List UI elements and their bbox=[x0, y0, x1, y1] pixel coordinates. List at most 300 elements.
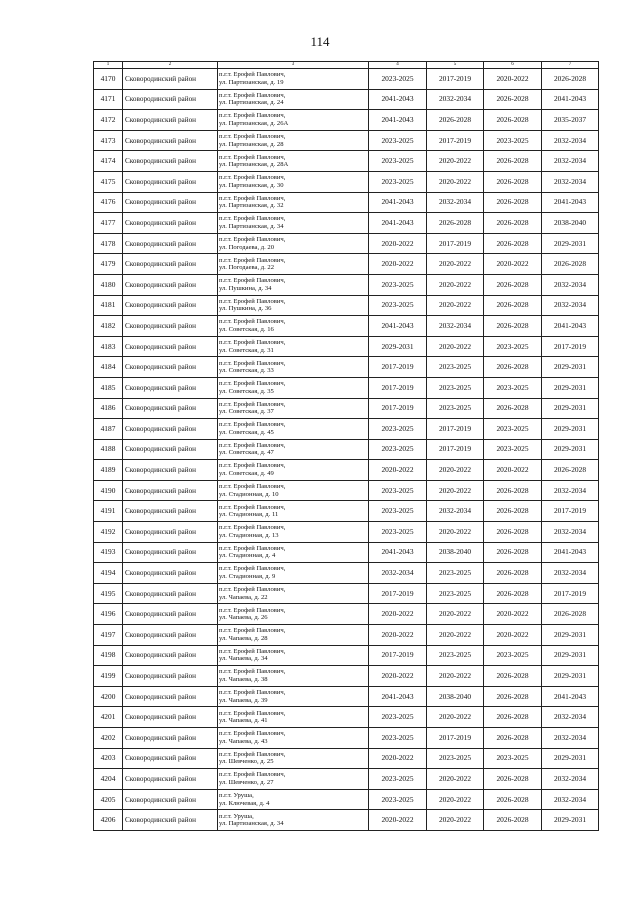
period-cell: 2023-2025 bbox=[369, 151, 427, 172]
table-row bbox=[94, 625, 599, 646]
table-row bbox=[94, 336, 599, 357]
row-number: 4179 bbox=[94, 254, 123, 275]
row-number: 4181 bbox=[94, 295, 123, 316]
period-cell: 2023-2025 bbox=[369, 439, 427, 460]
period-cell: 2020-2022 bbox=[484, 460, 542, 481]
period-cell: 2020-2022 bbox=[427, 522, 484, 543]
period-cell: 2020-2022 bbox=[427, 810, 484, 831]
period-cell: 2041-2043 bbox=[369, 686, 427, 707]
table-row bbox=[94, 542, 599, 563]
row-number: 4199 bbox=[94, 666, 123, 687]
period-cell: 2032-2034 bbox=[427, 501, 484, 522]
row-number: 4198 bbox=[94, 645, 123, 666]
table-row bbox=[94, 254, 599, 275]
address-cell: п.г.т. Ерофей Павлович, ул. Партизанская, д. 24 bbox=[218, 89, 369, 110]
period-cell: 2032-2034 bbox=[542, 171, 599, 192]
period-cell: 2041-2043 bbox=[542, 316, 599, 337]
district-cell: Сковородинский район bbox=[123, 686, 218, 707]
row-number: 4203 bbox=[94, 748, 123, 769]
table-row bbox=[94, 707, 599, 728]
period-cell: 2017-2019 bbox=[427, 69, 484, 90]
period-cell: 2026-2028 bbox=[484, 233, 542, 254]
column-number: 3 bbox=[218, 62, 369, 69]
period-cell: 2026-2028 bbox=[484, 89, 542, 110]
period-cell: 2026-2028 bbox=[484, 171, 542, 192]
period-cell: 2020-2022 bbox=[369, 666, 427, 687]
district-cell: Сковородинский район bbox=[123, 295, 218, 316]
period-cell: 2032-2034 bbox=[427, 89, 484, 110]
period-cell: 2023-2025 bbox=[369, 274, 427, 295]
period-cell: 2026-2028 bbox=[484, 563, 542, 584]
period-cell: 2023-2025 bbox=[484, 419, 542, 440]
table-row bbox=[94, 480, 599, 501]
table-row bbox=[94, 192, 599, 213]
period-cell: 2020-2022 bbox=[427, 274, 484, 295]
period-cell: 2023-2025 bbox=[427, 583, 484, 604]
period-cell: 2023-2025 bbox=[369, 789, 427, 810]
district-cell: Сковородинский район bbox=[123, 480, 218, 501]
period-cell: 2023-2025 bbox=[369, 522, 427, 543]
period-cell: 2023-2025 bbox=[427, 645, 484, 666]
period-cell: 2029-2031 bbox=[542, 645, 599, 666]
housing-repair-table bbox=[93, 61, 599, 831]
period-cell: 2041-2043 bbox=[369, 192, 427, 213]
period-cell: 2038-2040 bbox=[427, 686, 484, 707]
district-cell: Сковородинский район bbox=[123, 522, 218, 543]
table-row bbox=[94, 151, 599, 172]
district-cell: Сковородинский район bbox=[123, 274, 218, 295]
address-cell: п.г.т. Ерофей Павлович, ул. Чапаева, д. 41 bbox=[218, 707, 369, 728]
period-cell: 2026-2028 bbox=[484, 480, 542, 501]
district-cell: Сковородинский район bbox=[123, 89, 218, 110]
period-cell: 2041-2043 bbox=[369, 89, 427, 110]
row-number: 4171 bbox=[94, 89, 123, 110]
row-number: 4186 bbox=[94, 398, 123, 419]
address-cell: п.г.т. Ерофей Павлович, ул. Шевченко, д. 25 bbox=[218, 748, 369, 769]
period-cell: 2017-2019 bbox=[542, 583, 599, 604]
table-row bbox=[94, 419, 599, 440]
period-cell: 2026-2028 bbox=[484, 666, 542, 687]
table-row bbox=[94, 398, 599, 419]
period-cell: 2026-2028 bbox=[542, 69, 599, 90]
period-cell: 2017-2019 bbox=[542, 501, 599, 522]
period-cell: 2026-2028 bbox=[484, 542, 542, 563]
period-cell: 2020-2022 bbox=[369, 604, 427, 625]
address-cell: п.г.т. Ерофей Павлович, ул. Пушкина, д. 36 bbox=[218, 295, 369, 316]
period-cell: 2029-2031 bbox=[542, 810, 599, 831]
period-cell: 2026-2028 bbox=[484, 274, 542, 295]
district-cell: Сковородинский район bbox=[123, 789, 218, 810]
table-row bbox=[94, 604, 599, 625]
period-cell: 2023-2025 bbox=[484, 130, 542, 151]
address-cell: п.г.т. Ерофей Павлович, ул. Партизанская, д. 26А bbox=[218, 110, 369, 131]
period-cell: 2023-2025 bbox=[427, 357, 484, 378]
row-number: 4172 bbox=[94, 110, 123, 131]
row-number: 4204 bbox=[94, 769, 123, 790]
period-cell: 2023-2025 bbox=[369, 501, 427, 522]
address-cell: п.г.т. Ерофей Павлович, ул. Стадионная, д. 4 bbox=[218, 542, 369, 563]
district-cell: Сковородинский район bbox=[123, 583, 218, 604]
period-cell: 2020-2022 bbox=[484, 254, 542, 275]
district-cell: Сковородинский район bbox=[123, 151, 218, 172]
period-cell: 2026-2028 bbox=[542, 254, 599, 275]
table-row bbox=[94, 769, 599, 790]
address-cell: п.г.т. Уруша, ул. Партизанская, д. 34 bbox=[218, 810, 369, 831]
period-cell: 2020-2022 bbox=[427, 789, 484, 810]
district-cell: Сковородинский район bbox=[123, 110, 218, 131]
period-cell: 2023-2025 bbox=[484, 748, 542, 769]
period-cell: 2023-2025 bbox=[369, 295, 427, 316]
period-cell: 2032-2034 bbox=[427, 192, 484, 213]
period-cell: 2020-2022 bbox=[427, 295, 484, 316]
address-cell: п.г.т. Ерофей Павлович, ул. Чапаева, д. 26 bbox=[218, 604, 369, 625]
period-cell: 2029-2031 bbox=[542, 233, 599, 254]
row-number: 4195 bbox=[94, 583, 123, 604]
period-cell: 2023-2025 bbox=[369, 707, 427, 728]
period-cell: 2026-2028 bbox=[484, 728, 542, 749]
period-cell: 2029-2031 bbox=[542, 666, 599, 687]
district-cell: Сковородинский район bbox=[123, 666, 218, 687]
district-cell: Сковородинский район bbox=[123, 171, 218, 192]
period-cell: 2026-2028 bbox=[427, 213, 484, 234]
period-cell: 2026-2028 bbox=[542, 604, 599, 625]
period-cell: 2026-2028 bbox=[484, 501, 542, 522]
period-cell: 2017-2019 bbox=[427, 439, 484, 460]
period-cell: 2038-2040 bbox=[542, 213, 599, 234]
district-cell: Сковородинский район bbox=[123, 460, 218, 481]
period-cell: 2026-2028 bbox=[484, 769, 542, 790]
column-number: 7 bbox=[542, 62, 599, 69]
row-number: 4188 bbox=[94, 439, 123, 460]
period-cell: 2026-2028 bbox=[484, 357, 542, 378]
address-cell: п.г.т. Ерофей Павлович, ул. Погодаева, д. 22 bbox=[218, 254, 369, 275]
column-number: 2 bbox=[123, 62, 218, 69]
address-cell: п.г.т. Ерофей Павлович, ул. Чапаева, д. 28 bbox=[218, 625, 369, 646]
district-cell: Сковородинский район bbox=[123, 233, 218, 254]
district-cell: Сковородинский район bbox=[123, 604, 218, 625]
period-cell: 2017-2019 bbox=[369, 645, 427, 666]
district-cell: Сковородинский район bbox=[123, 563, 218, 584]
period-cell: 2020-2022 bbox=[427, 769, 484, 790]
table-row bbox=[94, 563, 599, 584]
column-number: 1 bbox=[94, 62, 123, 69]
address-cell: п.г.т. Ерофей Павлович, ул. Советская, д. 45 bbox=[218, 419, 369, 440]
table-row bbox=[94, 295, 599, 316]
period-cell: 2017-2019 bbox=[369, 357, 427, 378]
row-number: 4180 bbox=[94, 274, 123, 295]
row-number: 4178 bbox=[94, 233, 123, 254]
district-cell: Сковородинский район bbox=[123, 769, 218, 790]
period-cell: 2023-2025 bbox=[369, 419, 427, 440]
period-cell: 2035-2037 bbox=[542, 110, 599, 131]
district-cell: Сковородинский район bbox=[123, 439, 218, 460]
period-cell: 2020-2022 bbox=[427, 707, 484, 728]
period-cell: 2020-2022 bbox=[369, 810, 427, 831]
period-cell: 2020-2022 bbox=[427, 460, 484, 481]
table-row bbox=[94, 233, 599, 254]
period-cell: 2032-2034 bbox=[542, 707, 599, 728]
period-cell: 2020-2022 bbox=[369, 625, 427, 646]
period-cell: 2029-2031 bbox=[542, 377, 599, 398]
address-cell: п.г.т. Ерофей Павлович, ул. Чапаева, д. 38 bbox=[218, 666, 369, 687]
period-cell: 2038-2040 bbox=[427, 542, 484, 563]
period-cell: 2023-2025 bbox=[369, 171, 427, 192]
period-cell: 2041-2043 bbox=[542, 192, 599, 213]
period-cell: 2029-2031 bbox=[542, 439, 599, 460]
period-cell: 2017-2019 bbox=[427, 728, 484, 749]
table-row bbox=[94, 645, 599, 666]
period-cell: 2023-2025 bbox=[484, 645, 542, 666]
row-number: 4200 bbox=[94, 686, 123, 707]
period-cell: 2026-2028 bbox=[484, 151, 542, 172]
row-number: 4185 bbox=[94, 377, 123, 398]
row-number: 4191 bbox=[94, 501, 123, 522]
district-cell: Сковородинский район bbox=[123, 398, 218, 419]
table-row bbox=[94, 357, 599, 378]
period-cell: 2023-2025 bbox=[427, 398, 484, 419]
period-cell: 2020-2022 bbox=[369, 748, 427, 769]
table-row bbox=[94, 810, 599, 831]
period-cell: 2032-2034 bbox=[542, 274, 599, 295]
period-cell: 2023-2025 bbox=[369, 769, 427, 790]
period-cell: 2032-2034 bbox=[542, 295, 599, 316]
table-row bbox=[94, 789, 599, 810]
district-cell: Сковородинский район bbox=[123, 810, 218, 831]
period-cell: 2026-2028 bbox=[484, 192, 542, 213]
column-number-row bbox=[94, 62, 599, 69]
address-cell: п.г.т. Ерофей Павлович, ул. Чапаева, д. 22 bbox=[218, 583, 369, 604]
address-cell: п.г.т. Ерофей Павлович, ул. Пушкина, д. 34 bbox=[218, 274, 369, 295]
period-cell: 2020-2022 bbox=[484, 69, 542, 90]
period-cell: 2032-2034 bbox=[542, 522, 599, 543]
table-row bbox=[94, 748, 599, 769]
row-number: 4170 bbox=[94, 69, 123, 90]
period-cell: 2017-2019 bbox=[369, 398, 427, 419]
period-cell: 2041-2043 bbox=[369, 213, 427, 234]
period-cell: 2041-2043 bbox=[369, 316, 427, 337]
period-cell: 2032-2034 bbox=[542, 769, 599, 790]
district-cell: Сковородинский район bbox=[123, 707, 218, 728]
period-cell: 2026-2028 bbox=[427, 110, 484, 131]
period-cell: 2023-2025 bbox=[369, 480, 427, 501]
column-number: 5 bbox=[427, 62, 484, 69]
period-cell: 2020-2022 bbox=[427, 604, 484, 625]
row-number: 4173 bbox=[94, 130, 123, 151]
address-cell: п.г.т. Ерофей Павлович, ул. Советская, д. 31 bbox=[218, 336, 369, 357]
address-cell: п.г.т. Ерофей Павлович, ул. Партизанская, д. 34 bbox=[218, 213, 369, 234]
period-cell: 2026-2028 bbox=[484, 789, 542, 810]
period-cell: 2020-2022 bbox=[427, 254, 484, 275]
address-cell: п.г.т. Ерофей Павлович, ул. Советская, д. 37 bbox=[218, 398, 369, 419]
row-number: 4184 bbox=[94, 357, 123, 378]
period-cell: 2032-2034 bbox=[542, 728, 599, 749]
address-cell: п.г.т. Ерофей Павлович, ул. Партизанская, д. 28 bbox=[218, 130, 369, 151]
table-row bbox=[94, 213, 599, 234]
period-cell: 2029-2031 bbox=[542, 357, 599, 378]
period-cell: 2026-2028 bbox=[484, 522, 542, 543]
column-number: 6 bbox=[484, 62, 542, 69]
row-number: 4201 bbox=[94, 707, 123, 728]
period-cell: 2026-2028 bbox=[484, 110, 542, 131]
district-cell: Сковородинский район bbox=[123, 501, 218, 522]
period-cell: 2032-2034 bbox=[369, 563, 427, 584]
period-cell: 2017-2019 bbox=[427, 130, 484, 151]
address-cell: п.г.т. Ерофей Павлович, ул. Партизанская, д. 32 bbox=[218, 192, 369, 213]
period-cell: 2026-2028 bbox=[484, 686, 542, 707]
district-cell: Сковородинский район bbox=[123, 192, 218, 213]
table-row bbox=[94, 460, 599, 481]
table-row bbox=[94, 274, 599, 295]
period-cell: 2029-2031 bbox=[542, 625, 599, 646]
address-cell: п.г.т. Ерофей Павлович, ул. Партизанская, д. 28А bbox=[218, 151, 369, 172]
table-row bbox=[94, 110, 599, 131]
period-cell: 2023-2025 bbox=[369, 130, 427, 151]
period-cell: 2017-2019 bbox=[427, 233, 484, 254]
period-cell: 2020-2022 bbox=[427, 625, 484, 646]
period-cell: 2023-2025 bbox=[427, 563, 484, 584]
period-cell: 2017-2019 bbox=[427, 419, 484, 440]
period-cell: 2020-2022 bbox=[427, 171, 484, 192]
table-row bbox=[94, 316, 599, 337]
period-cell: 2032-2034 bbox=[542, 130, 599, 151]
row-number: 4192 bbox=[94, 522, 123, 543]
district-cell: Сковородинский район bbox=[123, 213, 218, 234]
address-cell: п.г.т. Ерофей Павлович, ул. Советская, д. 49 bbox=[218, 460, 369, 481]
row-number: 4189 bbox=[94, 460, 123, 481]
period-cell: 2041-2043 bbox=[542, 686, 599, 707]
period-cell: 2026-2028 bbox=[484, 213, 542, 234]
district-cell: Сковородинский район bbox=[123, 254, 218, 275]
address-cell: п.г.т. Ерофей Павлович, ул. Стадионная, д. 11 bbox=[218, 501, 369, 522]
period-cell: 2041-2043 bbox=[542, 89, 599, 110]
district-cell: Сковородинский район bbox=[123, 542, 218, 563]
period-cell: 2029-2031 bbox=[542, 748, 599, 769]
district-cell: Сковородинский район bbox=[123, 645, 218, 666]
district-cell: Сковородинский район bbox=[123, 316, 218, 337]
period-cell: 2023-2025 bbox=[369, 728, 427, 749]
period-cell: 2026-2028 bbox=[484, 810, 542, 831]
address-cell: п.г.т. Ерофей Павлович, ул. Чапаева, д. 43 bbox=[218, 728, 369, 749]
period-cell: 2020-2022 bbox=[427, 336, 484, 357]
table-row bbox=[94, 728, 599, 749]
period-cell: 2020-2022 bbox=[484, 604, 542, 625]
table-row bbox=[94, 501, 599, 522]
period-cell: 2026-2028 bbox=[484, 295, 542, 316]
table-row bbox=[94, 377, 599, 398]
period-cell: 2020-2022 bbox=[484, 625, 542, 646]
row-number: 4206 bbox=[94, 810, 123, 831]
period-cell: 2020-2022 bbox=[427, 666, 484, 687]
row-number: 4194 bbox=[94, 563, 123, 584]
period-cell: 2023-2025 bbox=[427, 377, 484, 398]
period-cell: 2023-2025 bbox=[369, 69, 427, 90]
period-cell: 2029-2031 bbox=[369, 336, 427, 357]
period-cell: 2020-2022 bbox=[369, 233, 427, 254]
address-cell: п.г.т. Ерофей Павлович, ул. Советская, д. 16 bbox=[218, 316, 369, 337]
period-cell: 2017-2019 bbox=[369, 377, 427, 398]
period-cell: 2029-2031 bbox=[542, 419, 599, 440]
row-number: 4176 bbox=[94, 192, 123, 213]
district-cell: Сковородинский район bbox=[123, 748, 218, 769]
table-row bbox=[94, 522, 599, 543]
address-cell: п.г.т. Ерофей Павлович, ул. Советская, д. 35 bbox=[218, 377, 369, 398]
table-row bbox=[94, 686, 599, 707]
address-cell: п.г.т. Ерофей Павлович, ул. Погодаева, д. 20 bbox=[218, 233, 369, 254]
table-row bbox=[94, 583, 599, 604]
period-cell: 2020-2022 bbox=[427, 151, 484, 172]
address-cell: п.г.т. Ерофей Павлович, ул. Советская, д. 33 bbox=[218, 357, 369, 378]
row-number: 4174 bbox=[94, 151, 123, 172]
district-cell: Сковородинский район bbox=[123, 377, 218, 398]
row-number: 4193 bbox=[94, 542, 123, 563]
period-cell: 2026-2028 bbox=[484, 707, 542, 728]
period-cell: 2041-2043 bbox=[369, 110, 427, 131]
address-cell: п.г.т. Ерофей Павлович, ул. Стадионная, д. 10 bbox=[218, 480, 369, 501]
address-cell: п.г.т. Ерофей Павлович, ул. Советская, д. 47 bbox=[218, 439, 369, 460]
row-number: 4182 bbox=[94, 316, 123, 337]
period-cell: 2020-2022 bbox=[427, 480, 484, 501]
table-row bbox=[94, 171, 599, 192]
row-number: 4196 bbox=[94, 604, 123, 625]
period-cell: 2026-2028 bbox=[484, 316, 542, 337]
address-cell: п.г.т. Ерофей Павлович, ул. Партизанская, д. 30 bbox=[218, 171, 369, 192]
period-cell: 2032-2034 bbox=[542, 480, 599, 501]
address-cell: п.г.т. Ерофей Павлович, ул. Чапаева, д. 34 bbox=[218, 645, 369, 666]
period-cell: 2023-2025 bbox=[484, 377, 542, 398]
period-cell: 2041-2043 bbox=[542, 542, 599, 563]
period-cell: 2026-2028 bbox=[542, 460, 599, 481]
row-number: 4175 bbox=[94, 171, 123, 192]
period-cell: 2032-2034 bbox=[427, 316, 484, 337]
period-cell: 2017-2019 bbox=[542, 336, 599, 357]
address-cell: п.г.т. Ерофей Павлович, ул. Чапаева, д. 39 bbox=[218, 686, 369, 707]
district-cell: Сковородинский район bbox=[123, 357, 218, 378]
period-cell: 2023-2025 bbox=[484, 439, 542, 460]
table-row bbox=[94, 439, 599, 460]
address-cell: п.г.т. Ерофей Павлович, ул. Стадионная, д. 13 bbox=[218, 522, 369, 543]
period-cell: 2026-2028 bbox=[484, 583, 542, 604]
district-cell: Сковородинский район bbox=[123, 130, 218, 151]
row-number: 4202 bbox=[94, 728, 123, 749]
row-number: 4190 bbox=[94, 480, 123, 501]
district-cell: Сковородинский район bbox=[123, 728, 218, 749]
period-cell: 2017-2019 bbox=[369, 583, 427, 604]
period-cell: 2020-2022 bbox=[369, 460, 427, 481]
period-cell: 2032-2034 bbox=[542, 563, 599, 584]
address-cell: п.г.т. Ерофей Павлович, ул. Шевченко, д. 27 bbox=[218, 769, 369, 790]
period-cell: 2023-2025 bbox=[484, 336, 542, 357]
period-cell: 2029-2031 bbox=[542, 398, 599, 419]
row-number: 4183 bbox=[94, 336, 123, 357]
row-number: 4187 bbox=[94, 419, 123, 440]
table-row bbox=[94, 69, 599, 90]
period-cell: 2026-2028 bbox=[484, 398, 542, 419]
row-number: 4205 bbox=[94, 789, 123, 810]
row-number: 4197 bbox=[94, 625, 123, 646]
district-cell: Сковородинский район bbox=[123, 625, 218, 646]
column-number: 4 bbox=[369, 62, 427, 69]
district-cell: Сковородинский район bbox=[123, 69, 218, 90]
table-row bbox=[94, 666, 599, 687]
table-row bbox=[94, 89, 599, 110]
period-cell: 2023-2025 bbox=[427, 748, 484, 769]
table-row bbox=[94, 130, 599, 151]
address-cell: п.г.т. Ерофей Павлович, ул. Стадионная, д. 9 bbox=[218, 563, 369, 584]
address-cell: п.г.т. Уруша, ул. Ключевая, д. 4 bbox=[218, 789, 369, 810]
period-cell: 2032-2034 bbox=[542, 789, 599, 810]
period-cell: 2020-2022 bbox=[369, 254, 427, 275]
district-cell: Сковородинский район bbox=[123, 336, 218, 357]
